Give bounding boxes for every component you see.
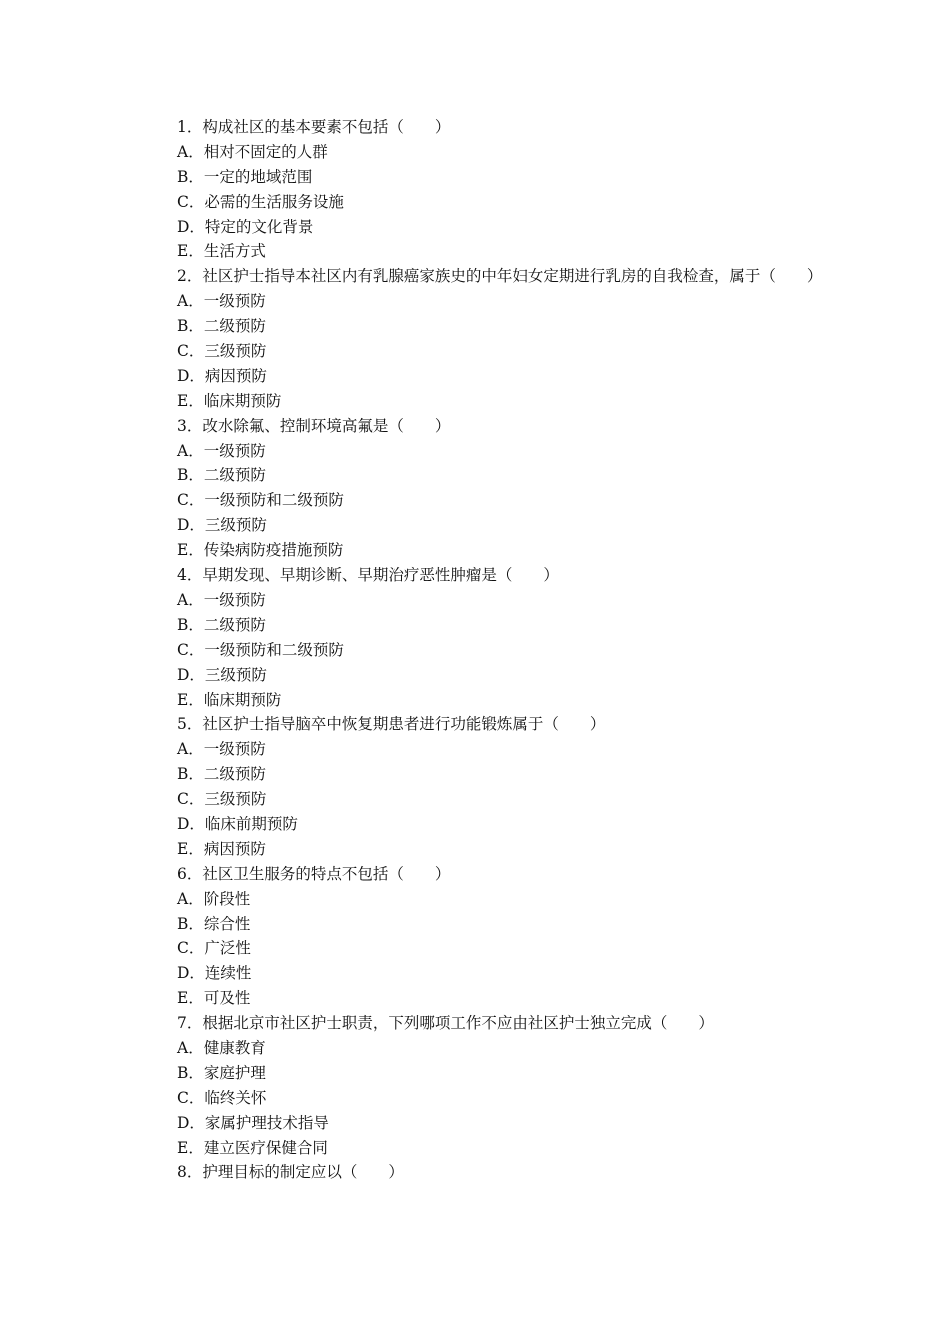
question-2-option-e: E．临床期预防 <box>177 391 282 410</box>
question-5-option-d: D．临床前期预防 <box>177 814 298 833</box>
question-7-option-c: C．临终关怀 <box>177 1088 267 1107</box>
question-6-option-b: B．综合性 <box>177 914 251 933</box>
question-2-option-d: D．病因预防 <box>177 366 267 385</box>
question-6-option-e: E．可及性 <box>177 989 251 1008</box>
question-5-option-b: B．二级预防 <box>177 765 266 784</box>
question-3-option-a: A．一级预防 <box>177 441 266 460</box>
question-3-option-b: B．二级预防 <box>177 466 266 485</box>
question-7-option-b: B．家庭护理 <box>177 1063 266 1082</box>
question-2-option-b: B．二级预防 <box>177 317 266 336</box>
question-7-option-d: D．家属护理技术指导 <box>177 1113 329 1132</box>
question-list <box>177 115 823 1185</box>
question-5-stem: 5．社区护士指导脑卒中恢复期患者进行功能锻炼属于（ ） <box>177 715 606 734</box>
question-7-option-e: E．建立医疗保健合同 <box>177 1138 328 1157</box>
question-1-stem: 1．构成社区的基本要素不包括（ ） <box>177 118 451 136</box>
question-4-option-c: C．一级预防和二级预防 <box>177 640 344 659</box>
question-6-option-a: A．阶段性 <box>177 889 251 908</box>
question-3-option-d: D．三级预防 <box>177 516 267 535</box>
question-1-option-e: E．生活方式 <box>177 242 266 261</box>
question-6-option-d: D．连续性 <box>177 964 252 983</box>
question-5-option-e: E．病因预防 <box>177 839 266 858</box>
question-2-option-c: C．三级预防 <box>177 342 267 361</box>
question-4-option-e: E．临床期预防 <box>177 690 282 709</box>
question-5-option-c: C．三级预防 <box>177 790 267 809</box>
question-6-stem: 6．社区卫生服务的特点不包括（ ） <box>177 864 451 883</box>
question-3-option-e: E．传染病防疫措施预防 <box>177 541 344 560</box>
question-4-option-b: B．二级预防 <box>177 615 266 634</box>
question-5-option-a: A．一级预防 <box>177 740 266 759</box>
question-3-option-c: C．一级预防和二级预防 <box>177 491 344 510</box>
question-7-stem: 7．根据北京市社区护士职责，下列哪项工作不应由社区护士独立完成（ ） <box>177 1014 714 1033</box>
question-7-option-a: A．健康教育 <box>177 1038 266 1057</box>
question-1-option-a: A．相对不固定的人群 <box>177 142 328 161</box>
question-4-option-d: D．三级预防 <box>177 665 267 684</box>
question-1-option-d: D．特定的文化背景 <box>177 217 314 236</box>
question-1-option-b: B．一定的地域范围 <box>177 167 313 186</box>
question-8-stem: 8．护理目标的制定应以（ ） <box>177 1163 404 1182</box>
question-4-option-a: A．一级预防 <box>177 590 266 609</box>
question-6-option-c: C．广泛性 <box>177 939 251 958</box>
question-4-stem: 4．早期发现、早期诊断、早期治疗恶性肿瘤是（ ） <box>177 566 559 585</box>
question-2-option-a: A．一级预防 <box>177 292 266 311</box>
question-2-stem: 2．社区护士指导本社区内有乳腺癌家族史的中年妇女定期进行乳房的自我检查，属于（ ） <box>177 267 823 286</box>
question-3-stem: 3．改水除氟、控制环境高氟是（ ） <box>177 416 451 435</box>
question-1-option-c: C．必需的生活服务设施 <box>177 192 344 211</box>
